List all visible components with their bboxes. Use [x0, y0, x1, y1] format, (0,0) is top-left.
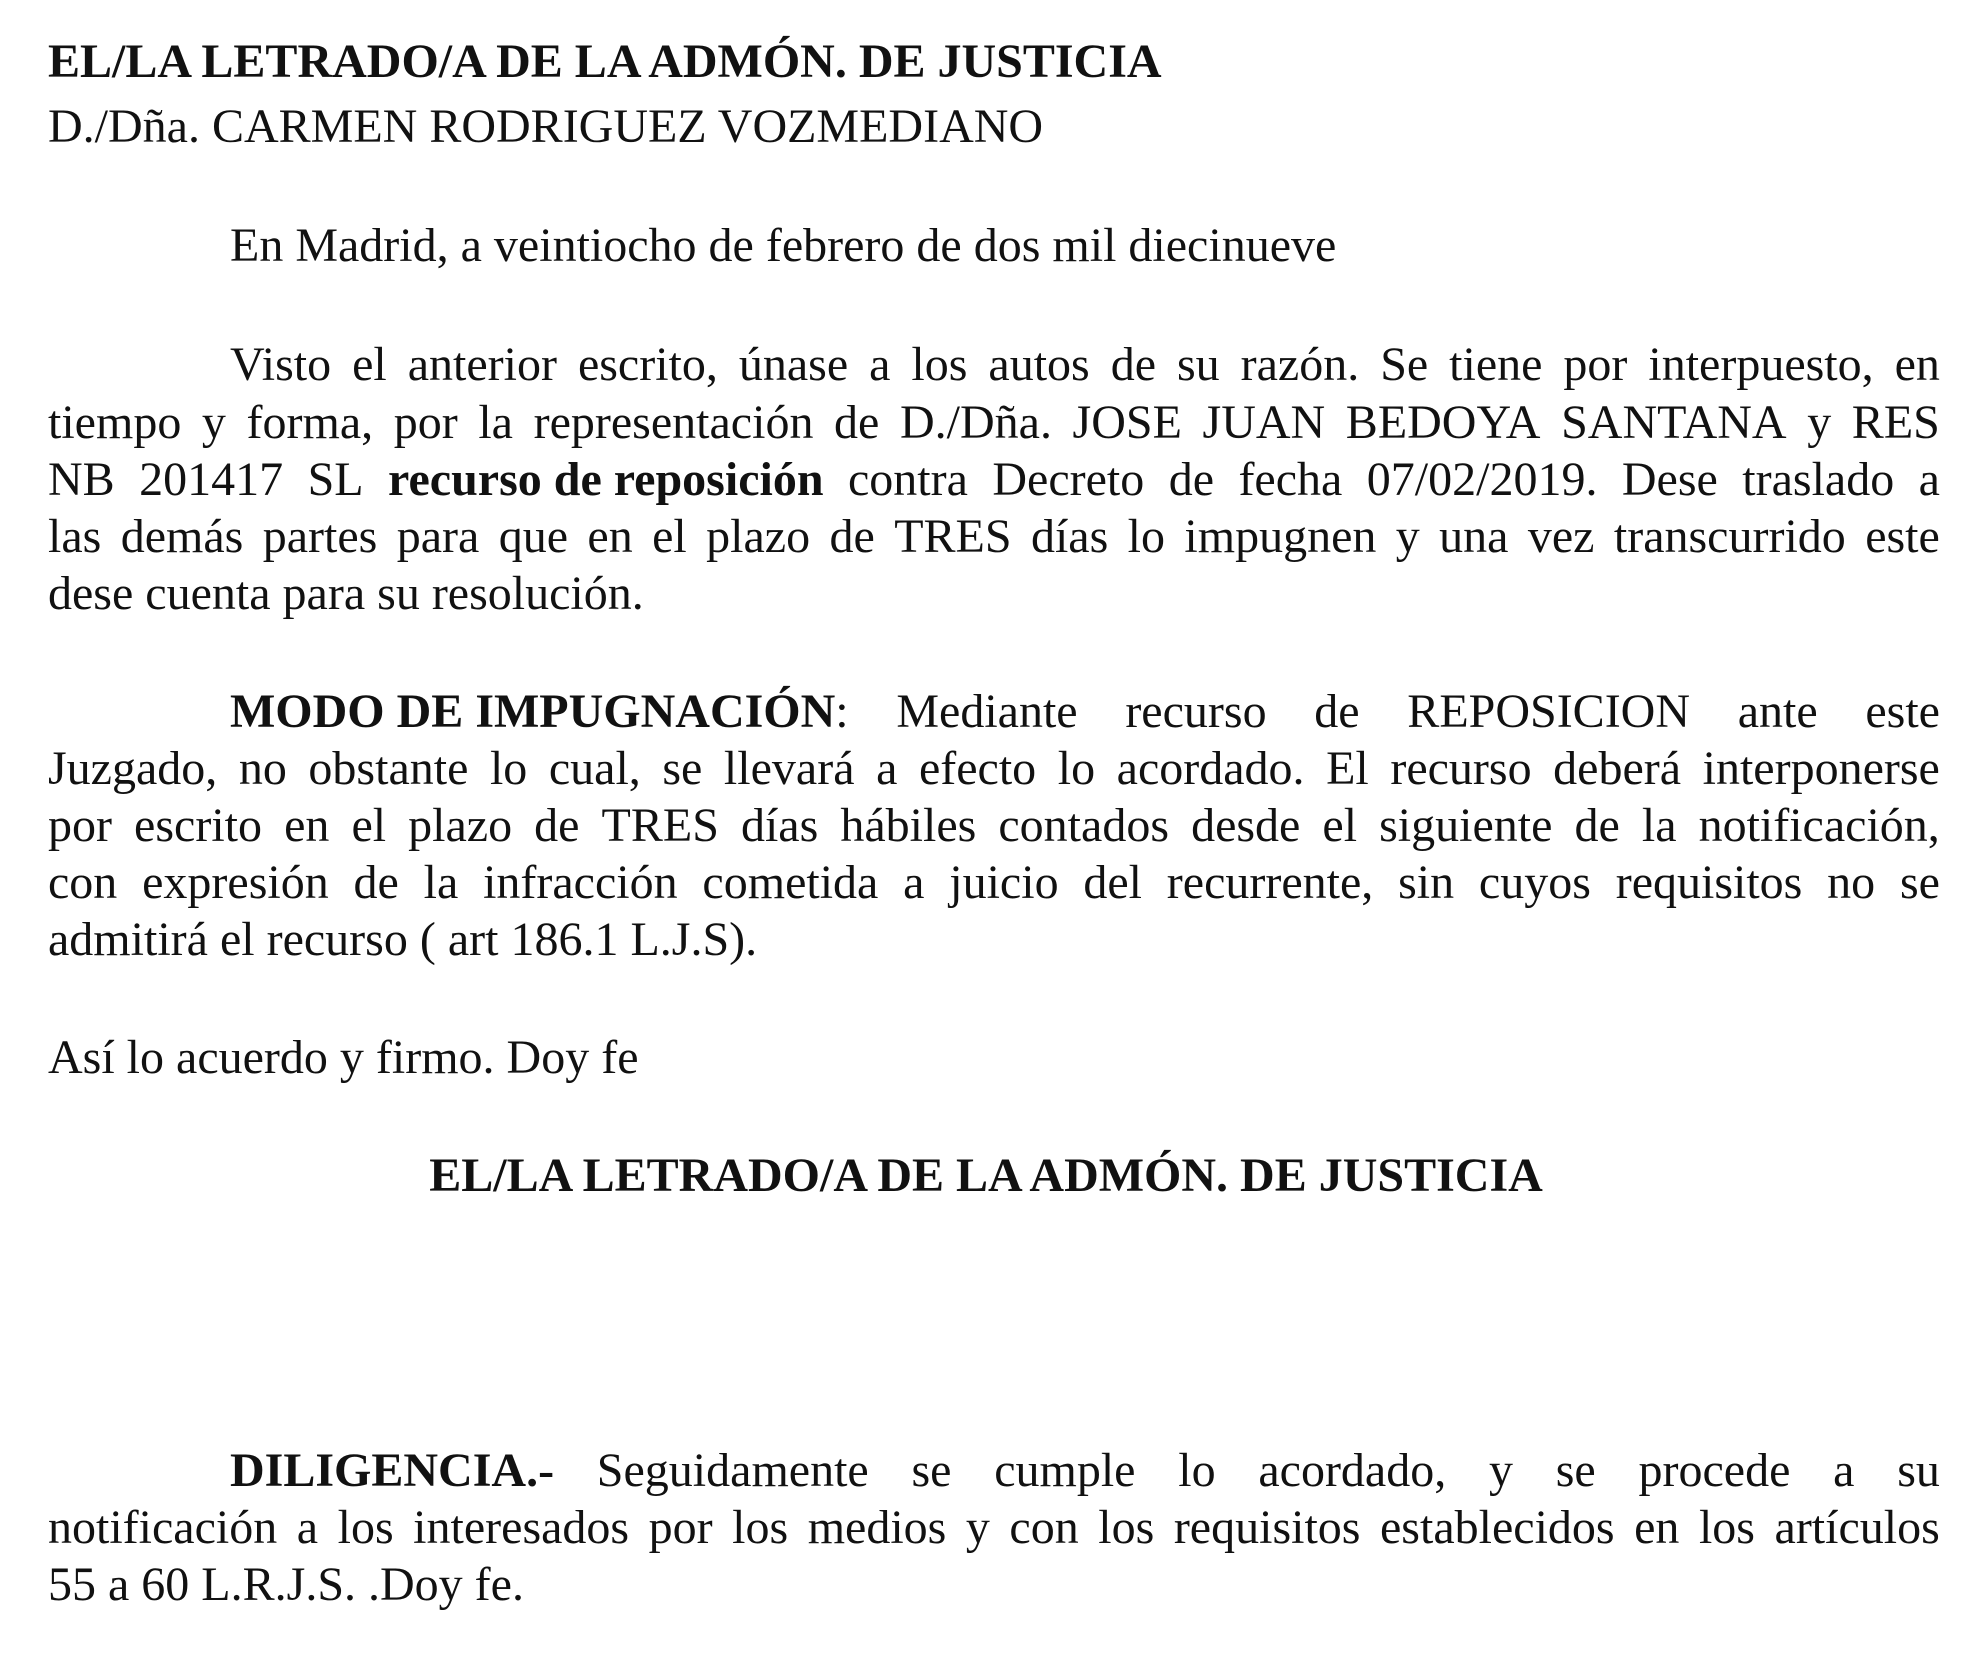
word: SANTANA [1561, 396, 1787, 449]
dil-l1-w5: lo [1178, 1444, 1216, 1497]
word: se [1899, 856, 1940, 909]
word: artículos [1774, 1501, 1940, 1554]
word: los [732, 1501, 789, 1554]
diligencia-bold: DILIGENCIA.- [230, 1444, 555, 1497]
p1-l3-w6: Decreto [992, 453, 1145, 506]
word: a [296, 1501, 319, 1554]
word: BEDOYA [1345, 396, 1541, 449]
p1-l3-w7: de [1168, 453, 1214, 506]
header-name: D./Dña. CARMEN RODRIGUEZ VOZMEDIANO [48, 100, 1044, 153]
p2-l1-w2: Mediante [896, 685, 1078, 738]
diligencia-line1 [230, 1443, 1940, 1499]
paragraph2-line5: admitirá el recurso ( art 186.1 L.J.S). [48, 913, 758, 966]
word: Se [1380, 338, 1429, 391]
word: Visto [230, 338, 332, 391]
word: Juzgado, [48, 742, 218, 795]
diligencia-line2 [48, 1500, 1940, 1556]
word: contados [998, 799, 1169, 852]
word: notificación [48, 1501, 278, 1554]
word: por [393, 396, 458, 449]
word: para [396, 510, 480, 563]
dil-l1-w6: acordado, [1258, 1444, 1447, 1497]
p1-l3-w12: a [1918, 453, 1940, 506]
word: lo [489, 742, 528, 795]
word: días [1030, 510, 1109, 563]
word: partes [262, 510, 378, 563]
p1-l3-w8: fecha [1238, 453, 1343, 506]
word: con [1009, 1501, 1079, 1554]
word: cometida [702, 856, 879, 909]
word: su [1176, 338, 1220, 391]
date-line: En Madrid, a veintiocho de febrero de dos mil diecinueve [230, 219, 1337, 272]
word: el [352, 338, 387, 391]
word: de [353, 856, 399, 909]
p2-l1-w4: de [1314, 685, 1360, 738]
paragraph2-line2 [48, 741, 1940, 797]
dil-l1-w11: su [1897, 1444, 1940, 1497]
paragraph1-line4 [48, 509, 1940, 565]
word: a [903, 856, 925, 909]
word: y [1807, 396, 1832, 449]
word: notificación, [1698, 799, 1940, 852]
word: el [652, 510, 687, 563]
word: en [1634, 1501, 1680, 1554]
word: anterior [407, 338, 557, 391]
word: el [1322, 799, 1358, 852]
word: JUAN [1202, 396, 1326, 449]
word: juicio [949, 856, 1059, 909]
word: los [337, 1501, 394, 1554]
word: de [1110, 338, 1156, 391]
word: autos [988, 338, 1090, 391]
word: efecto [918, 742, 1037, 795]
word: vez [1527, 510, 1595, 563]
word: por [1563, 338, 1628, 391]
word: razón. [1240, 338, 1360, 391]
word: transcurrido [1613, 510, 1846, 563]
closing-line: Así lo acuerdo y firmo. Doy fe [48, 1031, 639, 1084]
word: recurso [1390, 742, 1532, 795]
word: sin [1398, 856, 1455, 909]
dil-l1-w2: Seguidamente [596, 1444, 869, 1497]
dil-l1-w7: y [1488, 1444, 1513, 1497]
word: interpuesto, [1648, 338, 1874, 391]
modo-colon: : [835, 685, 849, 738]
word: con [48, 856, 118, 909]
word: llevará [723, 742, 855, 795]
word: JOSE [1072, 396, 1182, 449]
word: desde [1191, 799, 1301, 852]
word: en [587, 510, 633, 563]
word: los [911, 338, 968, 391]
word: recurrente, [1166, 856, 1374, 909]
signature-title: EL/LA LETRADO/A DE LA ADMÓN. DE JUSTICIA [429, 1149, 1543, 1202]
word: impugnen [1184, 510, 1377, 563]
p2-l1-w7: este [1865, 685, 1940, 738]
dil-l1-w8: se [1555, 1444, 1596, 1497]
paragraph1-line3 [48, 452, 1940, 508]
word: la [423, 856, 459, 909]
word: se [662, 742, 703, 795]
word: una [1439, 510, 1509, 563]
modo-impugnacion-bold: MODO DE IMPUGNACIÓN [230, 685, 836, 738]
paragraph1-line5: dese cuenta para su resolución. [48, 567, 644, 620]
word: la [478, 396, 513, 449]
word: cuyos [1478, 856, 1591, 909]
word: días [740, 799, 819, 852]
word: lo [1127, 510, 1166, 563]
word: la [1641, 799, 1677, 852]
paragraph1-line2 [48, 395, 1940, 451]
word: no [1827, 856, 1876, 909]
word: por [648, 1501, 713, 1554]
word: este [1865, 510, 1940, 563]
p1-l3-w2: 201417 [139, 453, 284, 506]
word: del [1083, 856, 1142, 909]
word: interponerse [1702, 742, 1940, 795]
modo-impugnacion-label [230, 684, 849, 740]
p2-l1-w5: REPOSICION [1407, 685, 1690, 738]
word: los [1098, 1501, 1155, 1554]
paragraph2-line1 [230, 684, 1940, 740]
dil-l1-w4: cumple [994, 1444, 1136, 1497]
p2-l1-w3: recurso [1125, 685, 1267, 738]
word: El [1326, 742, 1369, 795]
word: deberá [1553, 742, 1682, 795]
header-title: EL/LA LETRADO/A DE LA ADMÓN. DE JUSTICIA [48, 35, 1162, 88]
word: infracción [483, 856, 678, 909]
p2-l1-w6: ante [1737, 685, 1818, 738]
word: tiempo [48, 396, 182, 449]
word: requisitos [1173, 1501, 1361, 1554]
word: y [201, 396, 226, 449]
word: a [876, 742, 898, 795]
p1-l3-w3: SL [307, 453, 364, 506]
word: lo [1057, 742, 1096, 795]
word: y [965, 1501, 990, 1554]
word: el [351, 799, 387, 852]
p1-l3-w5: contra [847, 453, 968, 506]
word: plazo [408, 799, 513, 852]
word: en [1894, 338, 1940, 391]
recurso-reposicion-bold: recurso de reposición [388, 453, 824, 506]
word: representación [533, 396, 814, 449]
word: y [1395, 510, 1420, 563]
p1-l3-w1: NB [48, 453, 115, 506]
word: RES [1851, 396, 1940, 449]
word: a [869, 338, 891, 391]
paragraph1-line1 [230, 337, 1940, 393]
word: los [1698, 1501, 1755, 1554]
word: obstante [308, 742, 469, 795]
dil-l1-w10: a [1833, 1444, 1855, 1497]
word: cual, [548, 742, 641, 795]
word: TRES [894, 510, 1012, 563]
p1-l3-w10: Dese [1621, 453, 1718, 506]
word: tiene [1449, 338, 1543, 391]
word: únase [738, 338, 849, 391]
word: TRES [601, 799, 719, 852]
word: que [498, 510, 569, 563]
word: no [238, 742, 287, 795]
word: de [534, 799, 580, 852]
word: interesados [413, 1501, 630, 1554]
word: por [48, 799, 112, 852]
word: demás [120, 510, 244, 563]
dil-l1-w9: procede [1638, 1444, 1791, 1497]
word: plazo [706, 510, 811, 563]
p1-l3-w9: 07/02/2019. [1366, 453, 1598, 506]
word: hábiles [840, 799, 977, 852]
word: siguiente [1379, 799, 1553, 852]
diligencia-line3: 55 a 60 L.R.J.S. .Doy fe. [48, 1558, 524, 1611]
word: las [48, 510, 102, 563]
word: acordado. [1116, 742, 1305, 795]
word: escrito, [577, 338, 718, 391]
word: requisitos [1615, 856, 1803, 909]
paragraph2-line4 [48, 855, 1940, 911]
word: expresión [142, 856, 329, 909]
word: en [284, 799, 330, 852]
word: forma, [246, 396, 374, 449]
word: D./Dña. [899, 396, 1052, 449]
p1-l3-w11: traslado [1742, 453, 1895, 506]
word: medios [807, 1501, 947, 1554]
dil-l1-w3: se [911, 1444, 952, 1497]
word: de [829, 510, 875, 563]
word: de [834, 396, 880, 449]
word: establecidos [1380, 1501, 1615, 1554]
word: de [1574, 799, 1620, 852]
paragraph2-line3 [48, 798, 1940, 854]
word: escrito [134, 799, 262, 852]
